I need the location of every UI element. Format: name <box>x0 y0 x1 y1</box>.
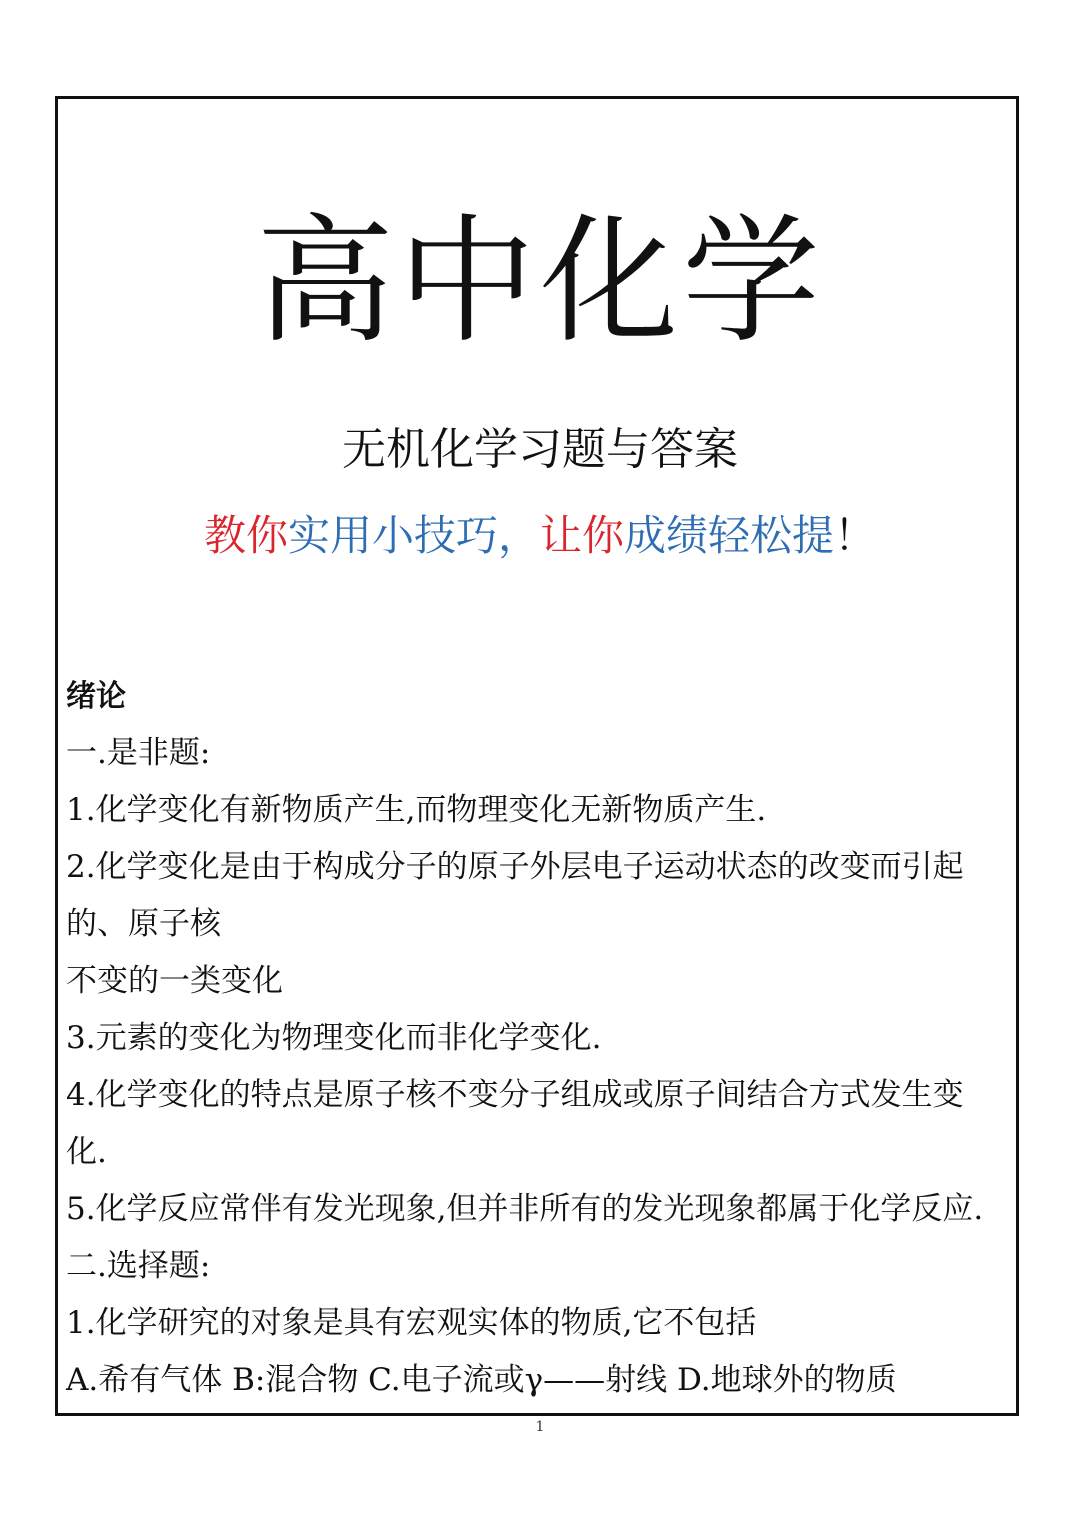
slogan-part-red-1: 教你 <box>203 511 288 560</box>
exercise-content <box>66 668 1021 1409</box>
subtitle: 无机化学习题与答案 <box>342 424 738 475</box>
part-heading-multiple-choice: 二.选择题: <box>66 1248 211 1284</box>
slogan-part-red-2: 让你 <box>539 511 624 560</box>
slogan-part-blue-2: 成绩轻松提 <box>624 511 835 560</box>
question-line: 4.化学变化的特点是原子核不变分子组成或原子间结合方式发生变 <box>66 1077 964 1113</box>
main-title: 高中化学 <box>255 201 824 362</box>
page-number: 1 <box>535 1419 545 1435</box>
slogan <box>0 506 1080 566</box>
section-heading: 绪论 <box>66 679 126 714</box>
question-line: 化. <box>66 1134 107 1170</box>
question-line: 5.化学反应常伴有发光现象,但并非所有的发光现象都属于化学反应. <box>66 1191 984 1227</box>
question-line: 1.化学变化有新物质产生,而物理变化无新物质产生. <box>66 792 767 828</box>
question-line: 不变的一类变化 <box>66 963 283 999</box>
question-line: 1.化学研究的对象是具有宏观实体的物质,它不包括 <box>66 1305 757 1341</box>
part-heading-true-false: 一.是非题: <box>66 735 211 771</box>
slogan-exclamation: ！ <box>834 511 877 560</box>
question-line: 2.化学变化是由于构成分子的原子外层电子运动状态的改变而引起 <box>66 849 964 885</box>
question-line: 的、原子核 <box>66 906 221 942</box>
question-line: 3.元素的变化为物理变化而非化学变化. <box>66 1020 602 1056</box>
slogan-part-blue-1: 实用小技巧， <box>287 511 540 560</box>
answer-options: A.希有气体 B:混合物 C.电子流或γ——射线 D.地球外的物质 <box>66 1362 897 1398</box>
